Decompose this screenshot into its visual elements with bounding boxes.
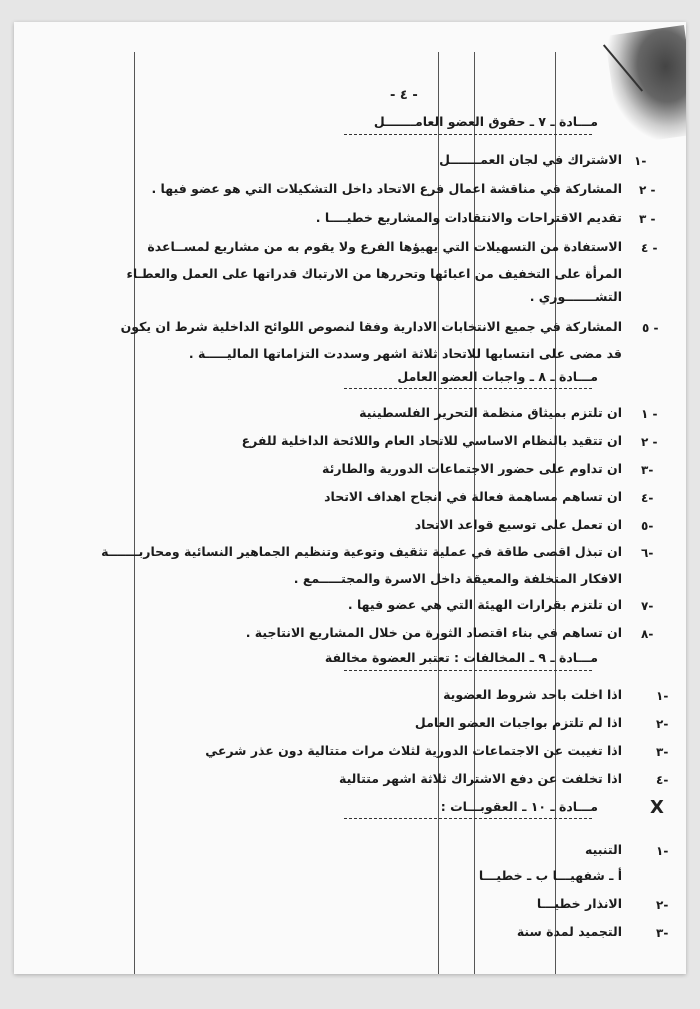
article-8-item: ان تساهم مساهمة فعالة في انجاح اهداف الاتحاد [324,489,622,504]
article-9-heading: مـــادة ـ ٩ ـ المخالفات : تعتبر العضوة مخالفة [324,650,598,665]
item-number: ٢- [656,898,669,912]
item-number: ١- [656,689,669,703]
item-number: ٣- [641,463,654,477]
article-10-heading: مـــادة ـ ١٠ ـ العقوبـــات : [440,799,598,814]
heading-underline [344,670,592,671]
item-number: ٢ - [641,435,658,449]
page-number: - ٤ - [390,88,418,103]
item-number: ٢- [656,717,669,731]
article-8-item-cont: الافكار المتخلفة والمعيقة داخل الاسرة والمجتـــــمع . [293,571,622,586]
article-8-item: ان تبذل اقصى طاقة في عملية تثقيف وتوعية وتنظيم الجماهير النسائية ومحاربـــــــة [101,544,622,559]
item-number: ١ - [641,407,658,421]
article-7-item-cont: قد مضى على انتسابها للاتحاد ثلاثة اشهر وسددت التزاماتها الماليـــــة . [188,346,622,361]
article-8-item: ان تساهم في بناء اقتصاد الثورة من خلال المشاريع الانتاجية . [245,625,622,640]
article-9-item: اذا لم تلتزم بواجبات العضو العامل [414,715,622,730]
item-number: ٤- [641,491,654,505]
article-8-item: ان تتقيد بالنظام الاساسي للاتحاد العام واللائحة الداخلية للفرع [241,433,622,448]
article-10-item: التجميد لمدة سنة [516,924,622,939]
article-9-item: اذا تخلفت عن دفع الاشتراك ثلاثة اشهر متتالية [339,771,622,786]
article-9-item: اذا تغيبت عن الاجتماعات الدورية لثلاث مرات متتالية دون عذر شرعي [205,743,622,758]
article-7-item: المشاركة في مناقشة اعمال فرع الاتحاد داخل التشكيلات التي هو عضو فيها . [151,181,622,196]
item-number: ١- [656,844,669,858]
article-7-heading: مـــادة ـ ٧ ـ حقوق العضو العامـــــــل [373,114,598,129]
heading-underline [344,388,592,389]
article-8-heading: مـــادة ـ ٨ ـ واجبات العضو العامل [397,369,598,384]
item-number: ١- [634,154,647,168]
article-7-item: المشاركة في جميع الانتخابات الادارية وفقا لنصوص اللوائح الداخلية شرط ان يكون [120,319,622,334]
article-10-item: التنبيه [585,842,622,857]
article-8-item: ان تلتزم بميثاق منظمة التحرير الفلسطينية [359,405,622,420]
article-7-item: الاستفادة من التسهيلات التي يهيؤها الفرع ولا يقوم به من مشاريع لمســاعدة [147,239,622,254]
item-number: ٧- [641,599,654,613]
item-number: ٨- [641,627,654,641]
article-7-item: الاشتراك في لجان العمـــــــل [439,152,622,167]
fold-line [134,52,135,974]
item-number: ٣- [656,926,669,940]
heading-underline [344,134,592,135]
x-mark: X [650,797,664,818]
document-page [14,22,686,974]
article-7-item: تقديم الاقتراحات والانتقادات والمشاريع خطيــــا . [315,210,622,225]
article-7-item-cont: المرأة على التخفيف من اعبائها وتحررها من الارتباك قدراتها على العمل والعطـاء [126,266,622,281]
article-8-item: ان تلتزم بقرارات الهيئة التي هي عضو فيها . [347,597,622,612]
item-number: ٥- [641,519,654,533]
article-9-item: اذا اخلت باحد شروط العضوية [443,687,622,702]
heading-underline [344,818,592,819]
corner-smudge [605,25,686,145]
item-number: ٦- [641,546,654,560]
article-8-item: ان تعمل على توسيع قواعد الاتحاد [414,517,622,532]
item-number: ٤- [656,773,669,787]
article-10-item-cont: أ ـ شفهيـــا ب ـ خطيـــا [478,868,622,883]
item-number: ٣ - [639,212,656,226]
item-number: ٣- [656,745,669,759]
item-number: ٥ - [642,321,659,335]
item-number: ٤ - [641,241,658,255]
article-7-item-cont: التشـــــــوري . [529,289,622,304]
item-number: ٢ - [639,183,656,197]
article-10-item: الانذار خطيـــا [536,896,622,911]
article-8-item: ان تداوم على حضور الاجتماعات الدورية والطارئة [322,461,622,476]
